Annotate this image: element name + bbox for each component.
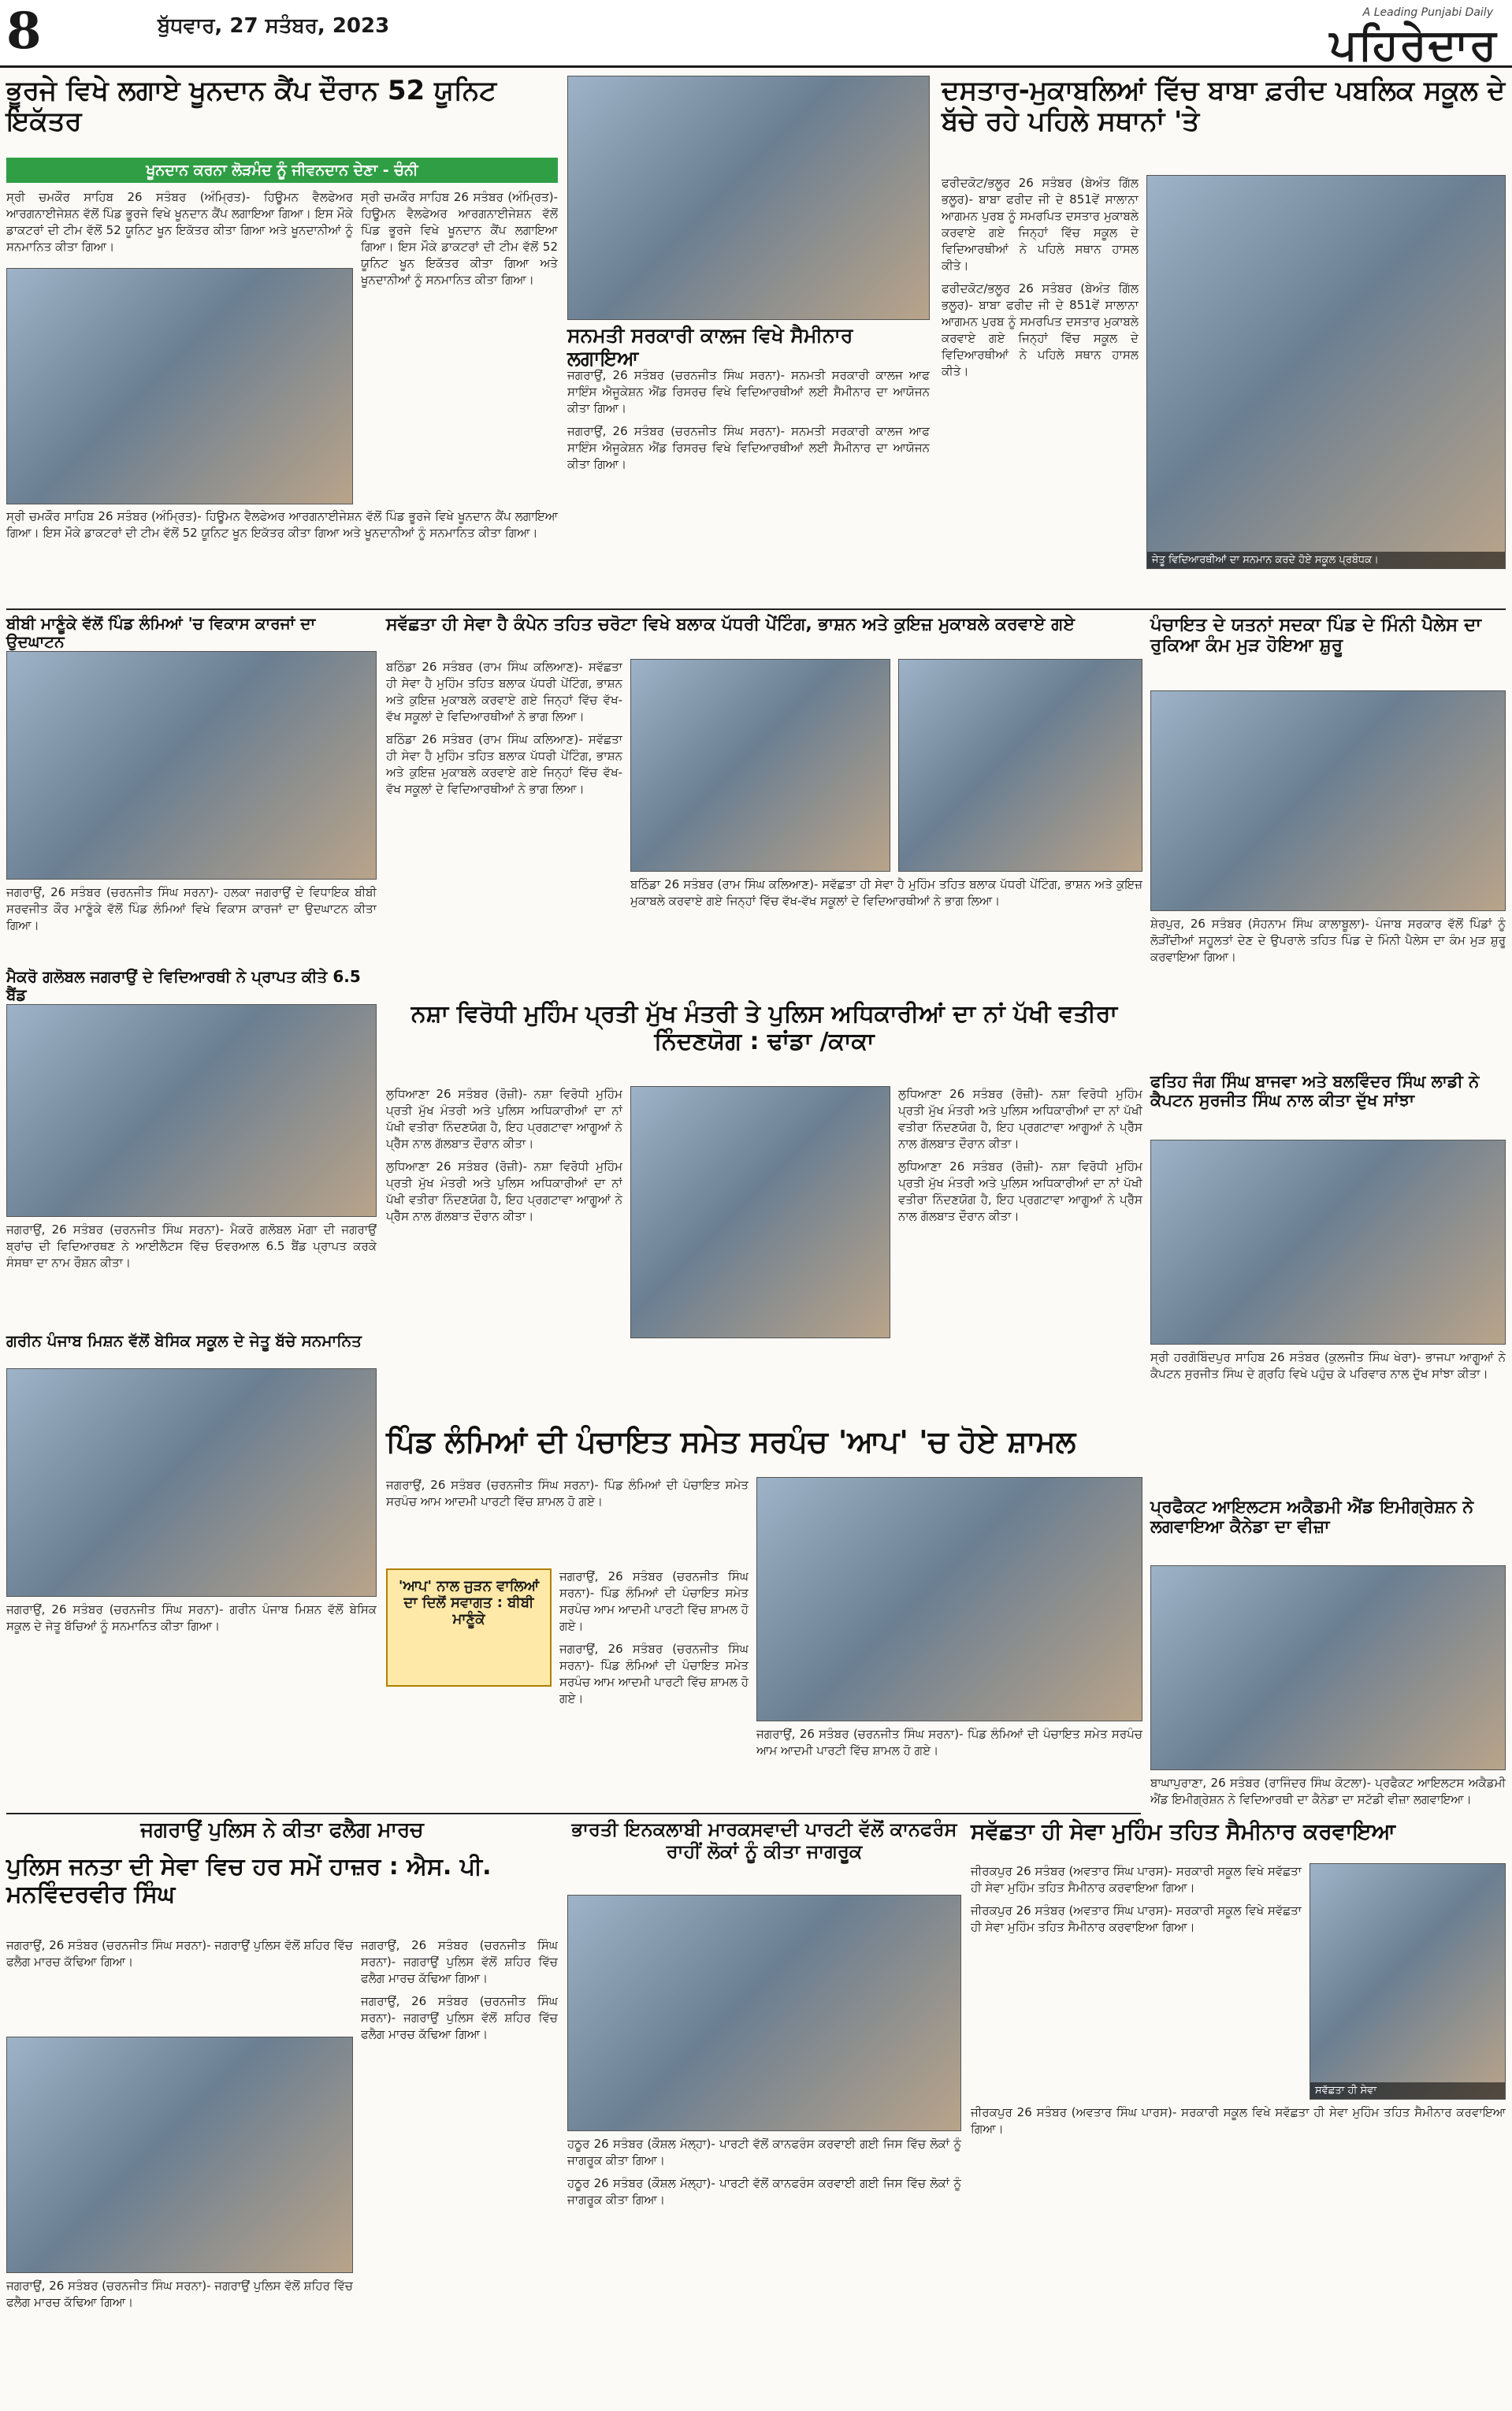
police-text-1: ਜਗਰਾਉਂ, 26 ਸਤੰਬਰ (ਚਰਨਜੀਤ ਸਿੰਘ ਸਰਨਾ)- ਜਗਰਾਉਂ ਪੁਲਿਸ ਵੱਲੋਂ ਸ਼ਹਿਰ ਵਿੱਚ ਫਲੈਗ ਮਾਰਚ ਕੱਢਿਆ ਗਿਆ। (6, 1938, 353, 1969)
nasha-body-1 (386, 1086, 622, 1417)
dastar-text-2: ਫਰੀਦਕੋਟ/ਭਲੂਰ 26 ਸਤੰਬਰ (ਬੇਅੰਤ ਗਿੱਲ ਭਲੂਰ)- ਬਾਬਾ ਫਰੀਦ ਜੀ ਦੇ 851ਵੇਂ ਸਾਲਾਨਾ ਆਗਮਨ ਪੁਰਬ ਨੂੰ ਸਮਰਪਿਤ ਦਸਤਾਰ ਮੁਕਾਬਲੇ ਕਰਵਾਏ ਗਏ ਜਿਨ੍ਹਾਂ ਵਿੱਚ ਸਕੂਲ ਦੇ ਵਿਦਿਆਰਥੀਆਂ ਨੇ ਪਹਿਲੇ ਸਥਾਨ ਹਾਸਲ ਕੀਤੇ। (942, 281, 1139, 378)
fatehjang-text: ਸ੍ਰੀ ਹਰਗੋਬਿੰਦਪੁਰ ਸਾਹਿਬ 26 ਸਤੰਬਰ (ਕੁਲਜੀਤ ਸਿੰਘ ਖੇਰਾ)- ਭਾਜਪਾ ਆਗੂਆਂ ਨੇ ਕੈਪਟਨ ਸੁਰਜੀਤ ਸਿੰਘ ਦੇ ਗ੍ਰਹਿ ਵਿਖੇ ਪਹੁੰਚ ਕੇ ਪਰਿਵਾਰ ਨਾਲ ਦੁੱਖ ਸਾਂਝਾ ਕੀਤਾ। (1150, 1350, 1506, 1381)
dastar-photo (1146, 175, 1506, 569)
panchayat-park-body (1150, 916, 1506, 1066)
visa-photo (1150, 1565, 1506, 1770)
macro-global-photo (6, 1004, 377, 1217)
aap-body-1 (386, 1477, 749, 1564)
dastar-caption: ਜੇਤੂ ਵਿਦਿਆਰਥੀਆਂ ਦਾ ਸਨਮਾਨ ਕਰਦੇ ਹੋਏ ਸਕੂਲ ਪ੍ਰਬੰਧਕ। (1147, 552, 1505, 568)
swachhta-seminar-headline: ਸਵੱਛਤਾ ਹੀ ਸੇਵਾ ਮੁਹਿੰਮ ਤਹਿਤ ਸੈਮੀਨਾਰ ਕਰਵਾਇਆ (971, 1818, 1396, 1844)
swachhta-body-2 (630, 876, 1142, 995)
divider-1 (6, 608, 1506, 610)
swachhta-seminar-photo (1310, 1863, 1506, 2100)
macro-global-headline-box (6, 967, 377, 1004)
fatehjang-body (1150, 1349, 1506, 1491)
blood-camp-body (6, 189, 353, 268)
aap-text-3: ਜਗਰਾਉਂ, 26 ਸਤੰਬਰ (ਚਰਨਜੀਤ ਸਿੰਘ ਸਰਨਾ)- ਪਿੰਡ ਲੰਮਿਆਂ ਦੀ ਪੰਚਾਇਤ ਸਮੇਤ ਸਰਪੰਚ ਆਮ ਆਦਮੀ ਪਾਰਟੀ ਵਿੱਚ ਸ਼ਾਮਲ ਹੋ ਗਏ। (756, 1727, 1142, 1758)
nasha-text-2b: ਲੁਧਿਆਣਾ 26 ਸਤੰਬਰ (ਰੋਜ਼ੀ)- ਨਸ਼ਾ ਵਿਰੋਧੀ ਮੁਹਿੰਮ ਪ੍ਰਤੀ ਮੁੱਖ ਮੰਤਰੀ ਅਤੇ ਪੁਲਿਸ ਅਧਿਕਾਰੀਆਂ ਦਾ ਨਾਂ ਪੱਖੀ ਵਤੀਰਾ ਨਿੰਦਣਯੋਗ ਹੈ, ਇਹ ਪ੍ਰਗਟਾਵਾ ਆਗੂਆਂ ਨੇ ਪ੍ਰੈੱਸ ਨਾਲ ਗੱਲਬਾਤ ਦੌਰਾਨ ਕੀਤਾ। (898, 1159, 1142, 1223)
nasha-text-2: ਲੁਧਿਆਣਾ 26 ਸਤੰਬਰ (ਰੋਜ਼ੀ)- ਨਸ਼ਾ ਵਿਰੋਧੀ ਮੁਹਿੰਮ ਪ੍ਰਤੀ ਮੁੱਖ ਮੰਤਰੀ ਅਤੇ ਪੁਲਿਸ ਅਧਿਕਾਰੀਆਂ ਦਾ ਨਾਂ ਪੱਖੀ ਵਤੀਰਾ ਨਿੰਦਣਯੋਗ ਹੈ, ਇਹ ਪ੍ਰਗਟਾਵਾ ਆਗੂਆਂ ਨੇ ਪ੍ਰੈੱਸ ਨਾਲ ਗੱਲਬਾਤ ਦੌਰਾਨ ਕੀਤਾ। (898, 1087, 1142, 1151)
swachhta-body-1 (386, 659, 622, 990)
aap-headline-box (386, 1425, 1142, 1472)
seminar-body (567, 367, 930, 604)
cpim-headline: ਭਾਰਤੀ ਇਨਕਲਾਬੀ ਮਾਰਕਸਵਾਦੀ ਪਾਰਟੀ ਵੱਲੋਂ ਕਾਨਫਰੰਸ ਰਾਹੀਂ ਲੋਕਾਂ ਨੂੰ ਕੀਤਾ ਜਾਗਰੂਕ (571, 1818, 957, 1862)
bibi-manuke-photo (6, 651, 377, 880)
police-text-2: ਜਗਰਾਉਂ, 26 ਸਤੰਬਰ (ਚਰਨਜੀਤ ਸਿੰਘ ਸਰਨਾ)- ਜਗਰਾਉਂ ਪੁਲਿਸ ਵੱਲੋਂ ਸ਼ਹਿਰ ਵਿੱਚ ਫਲੈਗ ਮਾਰਚ ਕੱਢਿਆ ਗਿਆ। (361, 1938, 558, 1985)
swachhta-seminar-text-1b: ਜੀਰਕਪੁਰ 26 ਸਤੰਬਰ (ਅਵਤਾਰ ਸਿੰਘ ਪਾਰਸ)- ਸਰਕਾਰੀ ਸਕੂਲ ਵਿਖੇ ਸਵੱਛਤਾ ਹੀ ਸੇਵਾ ਮੁਹਿੰਮ ਤਹਿਤ ਸੈਮੀਨਾਰ ਕਰਵਾਇਆ ਗਿਆ। (971, 1903, 1302, 1934)
bibi-manuke-headline-box (6, 614, 377, 651)
cpim-text-2: ਹਠੂਰ 26 ਸਤੰਬਰ (ਕੌਸ਼ਲ ਮੱਲ੍ਹਾ)- ਪਾਰਟੀ ਵੱਲੋਂ ਕਾਨਫਰੰਸ ਕਰਵਾਈ ਗਈ ਜਿਸ ਵਿੱਚ ਲੋਕਾਂ ਨੂੰ ਜਾਗਰੂਕ ਕੀਤਾ ਗਿਆ। (567, 2176, 961, 2207)
aap-headline: ਪਿੰਡ ਲੰਮਿਆਂ ਦੀ ਪੰਚਾਇਤ ਸਮੇਤ ਸਰਪੰਚ 'ਆਪ' 'ਚ ਹੋਏ ਸ਼ਾਮਲ (386, 1424, 1076, 1459)
panchayat-park-headline: ਪੰਚਾਇਤ ਦੇ ਯਤਨਾਂ ਸਦਕਾ ਪਿੰਡ ਦੇ ਮਿੰਨੀ ਪੈਲੇਸ ਦਾ ਰੁਕਿਆ ਕੰਮ ਮੁੜ ਹੋਇਆ ਸ਼ੁਰੂ (1150, 615, 1481, 657)
panchayat-park-text: ਸ਼ੇਰਪੁਰ, 26 ਸਤੰਬਰ (ਸੋਹਨਾਮ ਸਿੰਘ ਕਾਲਾਬੂਲਾ)- ਪੰਜਾਬ ਸਰਕਾਰ ਵੱਲੋਂ ਪਿੰਡਾਂ ਨੂੰ ਲੋੜੀਂਦੀਆਂ ਸਹੂਲਤਾਂ ਦੇਣ ਦੇ ਉਪਰਾਲੇ ਤਹਿਤ ਪਿੰਡ ਦੇ ਮਿੰਨੀ ਪੈਲੇਸ ਦਾ ਕੰਮ ਮੁੜ ਸ਼ੁਰੂ ਕਰਵਾਇਆ ਗਿਆ। (1150, 917, 1506, 964)
panchayat-park-headline-box (1150, 615, 1506, 686)
swachhta-photo-2 (898, 659, 1142, 872)
blood-camp-text-2: ਸ੍ਰੀ ਚਮਕੌਰ ਸਾਹਿਬ 26 ਸਤੰਬਰ (ਅੰਮ੍ਰਿਤ)- ਹਿਊਮਨ ਵੈਲਫੇਅਰ ਆਰਗਨਾਈਜੇਸ਼ਨ ਵੱਲੋਂ ਪਿੰਡ ਭੂਰਜੇ ਵਿਖੇ ਖੂਨਦਾਨ ਕੈਂਪ ਲਗਾਇਆ ਗਿਆ। ਇਸ ਮੌਕੇ ਡਾਕਟਰਾਂ ਦੀ ਟੀਮ ਵੱਲੋਂ 52 ਯੂਨਿਟ ਖੂਨ ਇਕੱਤਰ ਕੀਤਾ ਗਿਆ ਅਤੇ ਖੂਨਦਾਨੀਆਂ ਨੂੰ ਸਨਮਾਨਿਤ ਕੀਤਾ ਗਿਆ। (361, 190, 558, 287)
swachhta-text-1b: ਬਠਿੰਡਾ 26 ਸਤੰਬਰ (ਰਾਮ ਸਿੰਘ ਕਲਿਆਣ)- ਸਵੱਛਤਾ ਹੀ ਸੇਵਾ ਹੈ ਮੁਹਿੰਮ ਤਹਿਤ ਬਲਾਕ ਪੱਧਰੀ ਪੇਂਟਿੰਗ, ਭਾਸ਼ਨ ਅਤੇ ਕੁਇਜ਼ ਮੁਕਾਬਲੇ ਕਰਵਾਏ ਗਏ ਜਿਨ੍ਹਾਂ ਵਿੱਚ ਵੱਖ-ਵੱਖ ਸਕੂਲਾਂ ਦੇ ਵਿਦਿਆਰਥੀਆਂ ਨੇ ਭਾਗ ਲਿਆ। (386, 732, 622, 796)
swachhta-seminar-body-2 (971, 2104, 1506, 2404)
divider-2 (6, 1813, 1141, 1814)
seminar-headline-box (567, 324, 930, 370)
dastar-headline-box (942, 76, 1506, 170)
fatehjang-headline: ਫਤਿਹ ਜੰਗ ਸਿੰਘ ਬਾਜਵਾ ਅਤੇ ਬਲਵਿੰਦਰ ਸਿੰਘ ਲਾਡੀ ਨੇ ਕੈਪਟਨ ਸੁਰਜੀਤ ਸਿੰਘ ਨਾਲ ਕੀਤਾ ਦੁੱਖ ਸਾਂਝਾ (1150, 1072, 1480, 1111)
green-punjab-text: ਜਗਰਾਉਂ, 26 ਸਤੰਬਰ (ਚਰਨਜੀਤ ਸਿੰਘ ਸਰਨਾ)- ਗਰੀਨ ਪੰਜਾਬ ਮਿਸ਼ਨ ਵੱਲੋਂ ਬੇਸਿਕ ਸਕੂਲ ਦੇ ਜੇਤੂ ਬੱਚਿਆਂ ਨੂੰ ਸਨਮਾਨਿਤ ਕੀਤਾ ਗਿਆ। (6, 1602, 377, 1633)
visa-headline: ਪ੍ਰਫੈਕਟ ਆਇਲਟਸ ਅਕੈਡਮੀ ਐਂਡ ਇਮੀਗ੍ਰੇਸ਼ਨ ਨੇ ਲਗਵਾਇਆ ਕੈਨੇਡਾ ਦਾ ਵੀਜ਼ਾ (1150, 1498, 1474, 1538)
cpim-text: ਹਠੂਰ 26 ਸਤੰਬਰ (ਕੌਸ਼ਲ ਮੱਲ੍ਹਾ)- ਪਾਰਟੀ ਵੱਲੋਂ ਕਾਨਫਰੰਸ ਕਰਵਾਈ ਗਈ ਜਿਸ ਵਿੱਚ ਲੋਕਾਂ ਨੂੰ ਜਾਗਰੂਕ ਕੀਤਾ ਗਿਆ। (567, 2137, 961, 2167)
green-punjab-headline-box (6, 1332, 377, 1364)
blood-camp-subhead: ਖੂਨਦਾਨ ਕਰਨਾ ਲੋੜਮੰਦ ਨੂੰ ਜੀਵਨਦਾਨ ਦੇਣਾ - ਚੰਨੀ (6, 158, 558, 183)
aap-photo (756, 1477, 1142, 1721)
swachhta-text-1: ਬਠਿੰਡਾ 26 ਸਤੰਬਰ (ਰਾਮ ਸਿੰਘ ਕਲਿਆਣ)- ਸਵੱਛਤਾ ਹੀ ਸੇਵਾ ਹੈ ਮੁਹਿੰਮ ਤਹਿਤ ਬਲਾਕ ਪੱਧਰੀ ਪੇਂਟਿੰਗ, ਭਾਸ਼ਨ ਅਤੇ ਕੁਇਜ਼ ਮੁਕਾਬਲੇ ਕਰਵਾਏ ਗਏ ਜਿਨ੍ਹਾਂ ਵਿੱਚ ਵੱਖ-ਵੱਖ ਸਕੂਲਾਂ ਦੇ ਵਿਦਿਆਰਥੀਆਂ ਨੇ ਭਾਗ ਲਿਆ। (386, 660, 622, 724)
nasha-headline: ਨਸ਼ਾ ਵਿਰੋਧੀ ਮੁਹਿੰਮ ਪ੍ਰਤੀ ਮੁੱਖ ਮੰਤਰੀ ਤੇ ਪੁਲਿਸ ਅਧਿਕਾਰੀਆਂ ਦਾ ਨਾਂ ਪੱਖੀ ਵਤੀਰਾ ਨਿੰਦਣਯੋਗ : ਢਾਂਡਾ /ਕਾਕਾ (411, 1000, 1118, 1055)
swachhta-seminar-text-1: ਜੀਰਕਪੁਰ 26 ਸਤੰਬਰ (ਅਵਤਾਰ ਸਿੰਘ ਪਾਰਸ)- ਸਰਕਾਰੀ ਸਕੂਲ ਵਿਖੇ ਸਵੱਛਤਾ ਹੀ ਸੇਵਾ ਮੁਹਿੰਮ ਤਹਿਤ ਸੈਮੀਨਾਰ ਕਰਵਾਇਆ ਗਿਆ। (971, 1864, 1302, 1895)
nasha-headline-box (386, 1001, 1142, 1080)
macro-global-text: ਜਗਰਾਉਂ, 26 ਸਤੰਬਰ (ਚਰਨਜੀਤ ਸਿੰਘ ਸਰਨਾ)- ਮੈਕਰੋ ਗਲੋਬਲ ਮੋਗਾ ਦੀ ਜਗਰਾਉਂ ਬ੍ਰਾਂਚ ਦੀ ਵਿਦਿਆਰਥਣ ਨੇ ਆਈਲੈਟਸ ਵਿੱਚ ਓਵਰਆਲ 6.5 ਬੈਂਡ ਪ੍ਰਾਪਤ ਕਰਕੇ ਸੰਸਥਾ ਦਾ ਨਾਮ ਰੌਸ਼ਨ ਕੀਤਾ। (6, 1222, 377, 1270)
nasha-text-1: ਲੁਧਿਆਣਾ 26 ਸਤੰਬਰ (ਰੋਜ਼ੀ)- ਨਸ਼ਾ ਵਿਰੋਧੀ ਮੁਹਿੰਮ ਪ੍ਰਤੀ ਮੁੱਖ ਮੰਤਰੀ ਅਤੇ ਪੁਲਿਸ ਅਧਿਕਾਰੀਆਂ ਦਾ ਨਾਂ ਪੱਖੀ ਵਤੀਰਾ ਨਿੰਦਣਯੋਗ ਹੈ, ਇਹ ਪ੍ਰਗਟਾਵਾ ਆਗੂਆਂ ਨੇ ਪ੍ਰੈੱਸ ਨਾਲ ਗੱਲਬਾਤ ਦੌਰਾਨ ਕੀਤਾ। (386, 1087, 622, 1151)
masthead (0, 0, 1512, 68)
panchayat-park-photo (1150, 690, 1506, 911)
seminar-photo (567, 76, 930, 320)
date-line: ਬੁੱਧਵਾਰ, 27 ਸਤੰਬਰ, 2023 (158, 14, 390, 38)
bibi-manuke-body (6, 884, 377, 963)
newspaper-logo: ਪਹਿਰੇਦਾਰ (1329, 19, 1498, 69)
aap-text-1: ਜਗਰਾਉਂ, 26 ਸਤੰਬਰ (ਚਰਨਜੀਤ ਸਿੰਘ ਸਰਨਾ)- ਪਿੰਡ ਲੰਮਿਆਂ ਦੀ ਪੰਚਾਇਤ ਸਮੇਤ ਸਰਪੰਚ ਆਮ ਆਦਮੀ ਪਾਰਟੀ ਵਿੱਚ ਸ਼ਾਮਲ ਹੋ ਗਏ। (386, 1478, 749, 1509)
cpim-photo (567, 1895, 961, 2131)
cpim-body (567, 2136, 961, 2404)
swachhta-headline: ਸਵੱਛਤਾ ਹੀ ਸੇਵਾ ਹੈ ਕੰਪੇਨ ਤਹਿਤ ਚਰੋਟਾ ਵਿਖੇ ਬਲਾਕ ਪੱਧਰੀ ਪੇਂਟਿੰਗ, ਭਾਸ਼ਨ ਅਤੇ ਕੁਇਜ਼ ਮੁਕਾਬਲੇ ਕਰਵਾਏ ਗਏ (386, 615, 1075, 634)
seminar-headline: ਸਨਮਤੀ ਸਰਕਾਰੀ ਕਾਲਜ ਵਿਖੇ ਸੈਮੀਨਾਰ ਲਗਾਇਆ (567, 324, 853, 370)
blood-camp-photo (6, 268, 353, 504)
tagline: A Leading Punjabi Daily (1362, 6, 1493, 19)
dastar-headline: ਦਸਤਾਰ-ਮੁਕਾਬਲਿਆਂ ਵਿੱਚ ਬਾਬਾ ਫ਼ਰੀਦ ਪਬਲਿਕ ਸਕੂਲ ਦੇ ਬੱਚੇ ਰਹੇ ਪਹਿਲੇ ਸਥਾਨਾਂ 'ਤੇ (942, 75, 1506, 138)
blood-camp-body-2 (361, 189, 558, 504)
seminar-text: ਜਗਰਾਉਂ, 26 ਸਤੰਬਰ (ਚਰਨਜੀਤ ਸਿੰਘ ਸਰਨਾ)- ਸਨਮਤੀ ਸਰਕਾਰੀ ਕਾਲਜ ਆਫ ਸਾਇੰਸ ਐਜੂਕੇਸ਼ਨ ਐਂਡ ਰਿਸਰਚ ਵਿਖੇ ਵਿਦਿਆਰਥੀਆਂ ਲਈ ਸੈਮੀਨਾਰ ਦਾ ਆਯੋਜਨ ਕੀਤਾ ਗਿਆ। (567, 368, 930, 415)
nasha-text-1b: ਲੁਧਿਆਣਾ 26 ਸਤੰਬਰ (ਰੋਜ਼ੀ)- ਨਸ਼ਾ ਵਿਰੋਧੀ ਮੁਹਿੰਮ ਪ੍ਰਤੀ ਮੁੱਖ ਮੰਤਰੀ ਅਤੇ ਪੁਲਿਸ ਅਧਿਕਾਰੀਆਂ ਦਾ ਨਾਂ ਪੱਖੀ ਵਤੀਰਾ ਨਿੰਦਣਯੋਗ ਹੈ, ਇਹ ਪ੍ਰਗਟਾਵਾ ਆਗੂਆਂ ਨੇ ਪ੍ਰੈੱਸ ਨਾਲ ਗੱਲਬਾਤ ਦੌਰਾਨ ਕੀਤਾ। (386, 1159, 622, 1223)
swachhta-seminar-body-1 (971, 1863, 1302, 2100)
police-text-2b: ਜਗਰਾਉਂ, 26 ਸਤੰਬਰ (ਚਰਨਜੀਤ ਸਿੰਘ ਸਰਨਾ)- ਜਗਰਾਉਂ ਪੁਲਿਸ ਵੱਲੋਂ ਸ਼ਹਿਰ ਵਿੱਚ ਫਲੈਗ ਮਾਰਚ ਕੱਢਿਆ ਗਿਆ। (361, 1994, 558, 2041)
blood-camp-text: ਸ੍ਰੀ ਚਮਕੌਰ ਸਾਹਿਬ 26 ਸਤੰਬਰ (ਅੰਮ੍ਰਿਤ)- ਹਿਊਮਨ ਵੈਲਫੇਅਰ ਆਰਗਨਾਈਜੇਸ਼ਨ ਵੱਲੋਂ ਪਿੰਡ ਭੂਰਜੇ ਵਿਖੇ ਖੂਨਦਾਨ ਕੈਂਪ ਲਗਾਇਆ ਗਿਆ। ਇਸ ਮੌਕੇ ਡਾਕਟਰਾਂ ਦੀ ਟੀਮ ਵੱਲੋਂ 52 ਯੂਨਿਟ ਖੂਨ ਇਕੱਤਰ ਕੀਤਾ ਗਿਆ ਅਤੇ ਖੂਨਦਾਨੀਆਂ ਨੂੰ ਸਨਮਾਨਿਤ ਕੀਤਾ ਗਿਆ। (6, 190, 353, 254)
police-kicker: ਜਗਰਾਉਂ ਪੁਲਿਸ ਨੇ ਕੀਤਾ ਫਲੈਗ ਮਾਰਚ (140, 1818, 424, 1842)
police-text-3: ਜਗਰਾਉਂ, 26 ਸਤੰਬਰ (ਚਰਨਜੀਤ ਸਿੰਘ ਸਰਨਾ)- ਜਗਰਾਉਂ ਪੁਲਿਸ ਵੱਲੋਂ ਸ਼ਹਿਰ ਵਿੱਚ ਫਲੈਗ ਮਾਰਚ ਕੱਢਿਆ ਗਿਆ। (6, 2279, 353, 2309)
nasha-body-2 (898, 1086, 1142, 1417)
visa-headline-box (1150, 1498, 1506, 1561)
police-body-2 (361, 1937, 558, 2402)
blood-camp-headline-box (6, 76, 558, 154)
aap-text-2: ਜਗਰਾਉਂ, 26 ਸਤੰਬਰ (ਚਰਨਜੀਤ ਸਿੰਘ ਸਰਨਾ)- ਪਿੰਡ ਲੰਮਿਆਂ ਦੀ ਪੰਚਾਇਤ ਸਮੇਤ ਸਰਪੰਚ ਆਮ ਆਦਮੀ ਪਾਰਟੀ ਵਿੱਚ ਸ਼ਾਮਲ ਹੋ ਗਏ। (559, 1569, 749, 1633)
aap-text-2b: ਜਗਰਾਉਂ, 26 ਸਤੰਬਰ (ਚਰਨਜੀਤ ਸਿੰਘ ਸਰਨਾ)- ਪਿੰਡ ਲੰਮਿਆਂ ਦੀ ਪੰਚਾਇਤ ਸਮੇਤ ਸਰਪੰਚ ਆਮ ਆਦਮੀ ਪਾਰਟੀ ਵਿੱਚ ਸ਼ਾਮਲ ਹੋ ਗਏ। (559, 1642, 749, 1706)
police-body-1 (6, 1937, 353, 2032)
green-punjab-headline: ਗਰੀਨ ਪੰਜਾਬ ਮਿਸ਼ਨ ਵੱਲੋਂ ਬੇਸਿਕ ਸਕੂਲ ਦੇ ਜੇਤੂ ਬੱਚੇ ਸਨਮਾਨਿਤ (6, 1331, 362, 1350)
swachhta-seminar-text-2: ਜੀਰਕਪੁਰ 26 ਸਤੰਬਰ (ਅਵਤਾਰ ਸਿੰਘ ਪਾਰਸ)- ਸਰਕਾਰੀ ਸਕੂਲ ਵਿਖੇ ਸਵੱਛਤਾ ਹੀ ਸੇਵਾ ਮੁਹਿੰਮ ਤਹਿਤ ਸੈਮੀਨਾਰ ਕਰਵਾਇਆ ਗਿਆ। (971, 2105, 1506, 2136)
aap-body-3 (756, 1726, 1142, 1805)
swachhta-text-2: ਬਠਿੰਡਾ 26 ਸਤੰਬਰ (ਰਾਮ ਸਿੰਘ ਕਲਿਆਣ)- ਸਵੱਛਤਾ ਹੀ ਸੇਵਾ ਹੈ ਮੁਹਿੰਮ ਤਹਿਤ ਬਲਾਕ ਪੱਧਰੀ ਪੇਂਟਿੰਗ, ਭਾਸ਼ਨ ਅਤੇ ਕੁਇਜ਼ ਮੁਕਾਬਲੇ ਕਰਵਾਏ ਗਏ ਜਿਨ੍ਹਾਂ ਵਿੱਚ ਵੱਖ-ਵੱਖ ਸਕੂਲਾਂ ਦੇ ਵਿਦਿਆਰਥੀਆਂ ਨੇ ਭਾਗ ਲਿਆ। (630, 877, 1142, 908)
dastar-text: ਫਰੀਦਕੋਟ/ਭਲੂਰ 26 ਸਤੰਬਰ (ਬੇਅੰਤ ਗਿੱਲ ਭਲੂਰ)- ਬਾਬਾ ਫਰੀਦ ਜੀ ਦੇ 851ਵੇਂ ਸਾਲਾਨਾ ਆਗਮਨ ਪੁਰਬ ਨੂੰ ਸਮਰਪਿਤ ਦਸਤਾਰ ਮੁਕਾਬਲੇ ਕਰਵਾਏ ਗਏ ਜਿਨ੍ਹਾਂ ਵਿੱਚ ਸਕੂਲ ਦੇ ਵਿਦਿਆਰਥੀਆਂ ਨੇ ਪਹਿਲੇ ਸਥਾਨ ਹਾਸਲ ਕੀਤੇ। (942, 176, 1139, 273)
police-kicker-box (6, 1819, 558, 1851)
cpim-headline-box (567, 1819, 961, 1890)
swachhta-seminar-headline-box (971, 1819, 1506, 1858)
green-punjab-photo (6, 1368, 377, 1597)
police-photo (6, 2037, 353, 2273)
blood-camp-text-3: ਸ੍ਰੀ ਚਮਕੌਰ ਸਾਹਿਬ 26 ਸਤੰਬਰ (ਅੰਮ੍ਰਿਤ)- ਹਿਊਮਨ ਵੈਲਫੇਅਰ ਆਰਗਨਾਈਜੇਸ਼ਨ ਵੱਲੋਂ ਪਿੰਡ ਭੂਰਜੇ ਵਿਖੇ ਖੂਨਦਾਨ ਕੈਂਪ ਲਗਾਇਆ ਗਿਆ। ਇਸ ਮੌਕੇ ਡਾਕਟਰਾਂ ਦੀ ਟੀਮ ਵੱਲੋਂ 52 ਯੂਨਿਟ ਖੂਨ ਇਕੱਤਰ ਕੀਤਾ ਗਿਆ ਅਤੇ ਖੂਨਦਾਨੀਆਂ ਨੂੰ ਸਨਮਾਨਿਤ ਕੀਤਾ ਗਿਆ। (6, 509, 558, 540)
police-body-3 (6, 2278, 353, 2404)
aap-pull-quote: 'ਆਪ' ਨਾਲ ਜੁੜਨ ਵਾਲਿਆਂ ਦਾ ਦਿਲੋਂ ਸਵਾਗਤ : ਬੀਬੀ ਮਾਣੂੰਕੇ (386, 1568, 552, 1687)
dastar-body (942, 175, 1139, 601)
police-headline: ਪੁਲਿਸ ਜਨਤਾ ਦੀ ਸੇਵਾ ਵਿਚ ਹਰ ਸਮੇਂ ਹਾਜ਼ਰ : ਐਸ. ਪੀ. ਮਨਵਿੰਦਰਵੀਰ ਸਿੰਘ (6, 1853, 492, 1908)
macro-global-headline: ਮੈਕਰੋ ਗਲੋਬਲ ਜਗਰਾਉਂ ਦੇ ਵਿਦਿਆਰਥੀ ਨੇ ਪ੍ਰਾਪਤ ਕੀਤੇ 6.5 ਬੈਂਡ (6, 967, 361, 1004)
seminar-text-2: ਜਗਰਾਉਂ, 26 ਸਤੰਬਰ (ਚਰਨਜੀਤ ਸਿੰਘ ਸਰਨਾ)- ਸਨਮਤੀ ਸਰਕਾਰੀ ਕਾਲਜ ਆਫ ਸਾਇੰਸ ਐਜੂਕੇਸ਼ਨ ਐਂਡ ਰਿਸਰਚ ਵਿਖੇ ਵਿਦਿਆਰਥੀਆਂ ਲਈ ਸੈਮੀਨਾਰ ਦਾ ਆਯੋਜਨ ਕੀਤਾ ਗਿਆ। (567, 424, 930, 471)
visa-text: ਬਾਘਾਪੁਰਾਣਾ, 26 ਸਤੰਬਰ (ਰਾਜਿੰਦਰ ਸਿੰਘ ਕੋਟਲਾ)- ਪ੍ਰਫੈਕਟ ਆਇਲਟਸ ਅਕੈਡਮੀ ਐਂਡ ਇਮੀਗ੍ਰੇਸ਼ਨ ਨੇ ਵਿਦਿਆਰਥੀ ਦਾ ਕੈਨੇਡਾ ਦਾ ਸਟੱਡੀ ਵੀਜ਼ਾ ਲਗਵਾਇਆ। (1150, 1776, 1506, 1806)
swachhta-photo-1 (630, 659, 890, 872)
macro-global-body (6, 1222, 377, 1324)
bibi-manuke-headline: ਬੀਬੀ ਮਾਣੂੰਕੇ ਵੱਲੋਂ ਪਿੰਡ ਲੰਮਿਆਂ 'ਚ ਵਿਕਾਸ ਕਾਰਜਾਂ ਦਾ ਉਦਘਾਟਨ (6, 614, 316, 651)
bibi-manuke-text: ਜਗਰਾਉਂ, 26 ਸਤੰਬਰ (ਚਰਨਜੀਤ ਸਿੰਘ ਸਰਨਾ)- ਹਲਕਾ ਜਗਰਾਉਂ ਦੇ ਵਿਧਾਇਕ ਬੀਬੀ ਸਰਵਜੀਤ ਕੌਰ ਮਾਣੂੰਕੇ ਵੱਲੋਂ ਪਿੰਡ ਲੰਮਿਆਂ ਵਿਖੇ ਵਿਕਾਸ ਕਾਰਜਾਂ ਦਾ ਉਦਘਾਟਨ ਕੀਤਾ ਗਿਆ। (6, 885, 377, 932)
police-headline-box (6, 1854, 558, 1933)
nasha-photo (630, 1086, 890, 1338)
swachhta-seminar-banner: ਸਵੱਛਤਾ ਹੀ ਸੇਵਾ (1310, 2082, 1505, 2099)
blood-camp-headline: ਭੂਰਜੇ ਵਿਖੇ ਲਗਾਏ ਖੂਨਦਾਨ ਕੈਂਪ ਦੌਰਾਨ 52 ਯੂਨਿਟ ਇਕੱਤਰ (6, 75, 496, 138)
green-punjab-body (6, 1602, 377, 1704)
swachhta-headline-box (386, 615, 1142, 654)
fatehjang-headline-box (1150, 1072, 1506, 1135)
page-number: 8 (6, 2, 42, 61)
aap-body-2 (559, 1568, 749, 1805)
blood-camp-body-3 (6, 508, 558, 603)
fatehjang-photo (1150, 1140, 1506, 1345)
